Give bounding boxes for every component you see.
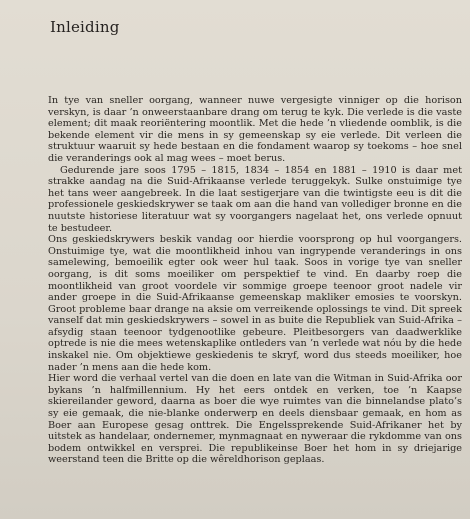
paragraph-2: Gedurende jare soos 1795 – 1815, 1834 – 1854 en 1881 – 1910 is daar met strakke aandag na die Suid-Afrikaanse verlede teruggekyk. Sulke onstuimige tye het tans weer aangebreek. In die laat sestigerjare van die twintigste eeu is dit die professionele geskiedskrywer se taak om aan die hand van vollediger bronne en die nuutste historiese literatuur wat sy voorgangers nagelaat het, ons verlede opnuut te bestudeer.	[48, 164, 462, 234]
paragraph-3: Ons geskiedskrywers beskik vandag oor hierdie voorsprong op hul voorgangers. Onstuimige tye, wat die moontlikheid inhou van ingrypende veranderings in ons samelewing, bemoeilik egter ook weer hul taak. Soos in vorige tye van sneller oorgang, is dit soms moeiliker om perspektief te vind. En daarby roep die moontlikheid van groot voordele vir sommige groepe teenoor groot nadele vir ander groepe in die Suid-Afrikaanse gemeenskap makliker emosies te voorskyn. Groot probleme baar drange na aksie om verreikende oplossings te vind. Dit spreek vanself dat min geskiedskrywers – sowel in as buite die Republiek van Suid-Afrika – afsydig staan teenoor tydgenootlike gebeure. Pleitbesorgers van daadwerklike optrede is nie die mees wetenskaplike ontleders van ’n verlede wat nóu by die hede inskakel nie. Om objektiewe geskiedenis te skryf, word dus steeds moeiliker, hoe nader ’n mens aan die hede kom.	[48, 234, 462, 373]
body-text	[48, 95, 462, 466]
chapter-heading: Inleiding	[50, 18, 120, 36]
paragraph-1: In tye van sneller oorgang, wanneer nuwe vergesigte vinniger op die horison verskyn, is daar ’n onweerstaanbare drang om terug te kyk. Die verlede is die vaste element; dit maak reoriëntering moontlik. Met die hede ’n vliedende oomblik, is die bekende element vir die mens in sy gemeenskap sy eie verlede. Dit verleen die struktuur waaruit sy hede bestaan en die fondament waarop sy toekoms – hoe snel die veranderings ook al mag wees – moet berus.	[48, 95, 462, 164]
paragraph-4: Hier word die verhaal vertel van die doen en late van die Witman in Suid-Afrika oor bykans ’n halfmillennium. Hy het eers ontdek en verken, toe ’n Kaapse skiereilander geword, daarna as boer die wye ruimtes van die binnelandse plato’s sy eie gemaak, die nie-blanke onderwerp en deels diensbaar gemaak, en hom as Boer aan Europese gesag onttrek. Die Engelssprekende Suid-Afrikaner het by uitstek as handelaar, ondernemer, mynmagnaat en nyweraar die rykdomme van ons bodem ontwikkel en versprei. Die republikeinse Boer het hom in sy driejarige weerstand teen die Britte op die wêreldhorison geplaas.	[48, 373, 462, 466]
